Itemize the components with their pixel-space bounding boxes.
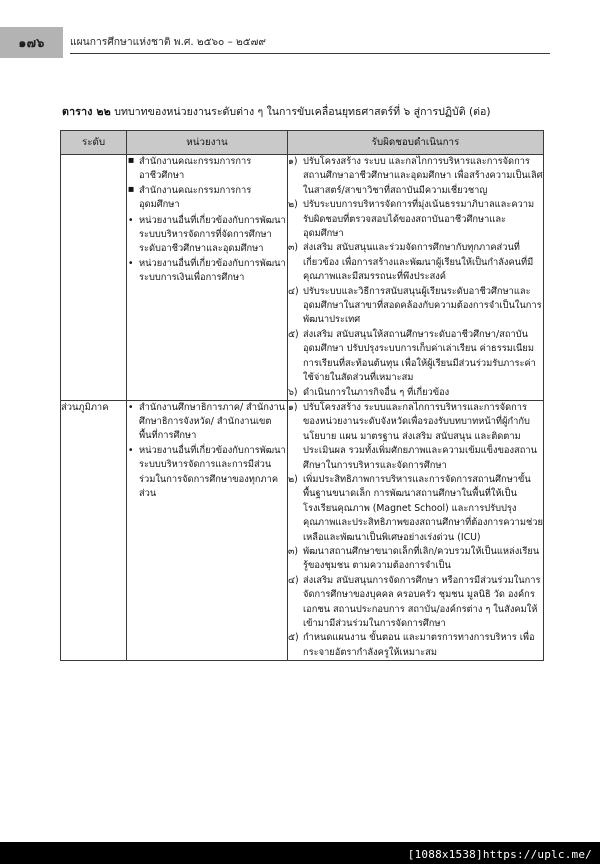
table-caption-label: ตาราง ๒๒ bbox=[62, 106, 111, 118]
agency-list bbox=[127, 155, 287, 285]
item-number: ๔) bbox=[288, 574, 299, 586]
table-caption-text: บทบาทของหน่วยงานระดับต่าง ๆ ในการขับเคลื่อนยุทธศาสตร์ที่ ๖ สู่การปฏิบัติ (ต่อ) bbox=[114, 106, 491, 118]
list-item bbox=[127, 401, 287, 443]
duty-text: พัฒนาสถานศึกษาขนาดเล็กที่เลิก/ควบรวมให้เป็นแหล่งเรียนรู้ของชุมชน ตามความต้องการจำเป็น bbox=[303, 545, 540, 572]
item-number: ๒) bbox=[288, 199, 298, 211]
table-caption bbox=[62, 103, 557, 120]
agency-name: หน่วยงานอื่นที่เกี่ยวข้องกับการพัฒนาระบบการเงินเพื่อการศึกษา bbox=[139, 257, 286, 283]
duty-text: ดำเนินการในภารกิจอื่น ๆ ที่เกี่ยวข้อง bbox=[303, 386, 450, 398]
agency-name: สำนักงานศึกษาธิการภาค/ สำนักงานศึกษาธิการจังหวัด/ สำนักงานเขตพื้นที่การศึกษา bbox=[139, 401, 286, 442]
cell-duty bbox=[288, 400, 544, 660]
item-number: ๓) bbox=[288, 242, 298, 254]
item-number: ๒) bbox=[288, 473, 298, 485]
duty-text: ส่งเสริม สนับสนุนการจัดการศึกษา หรือการมีส่วนร่วมในการจัดการศึกษาของบุคคล ครอบครัว ชุมชน มูลนิธิ วัด องค์กรเอกชน สถานประกอบการ สถาบัน/องค์กรต่าง ๆ ในสังคมให้เข้ามามีส่วนร่วมในการจัดการศึกษา bbox=[303, 574, 541, 629]
list-item bbox=[288, 473, 543, 545]
table-header-row bbox=[61, 131, 544, 155]
folio-badge bbox=[0, 27, 63, 58]
item-number: ๑) bbox=[288, 401, 298, 413]
round-bullet-icon: • bbox=[128, 214, 134, 226]
cell-agency bbox=[127, 400, 288, 660]
duty-text: กำหนดแผนงาน ขั้นตอน และมาตรการทางการบริหาร เพื่อกระจายอัตรากำลังครูให้เหมาะสม bbox=[303, 632, 535, 658]
duty-text: ส่งเสริม สนับสนุนและร่วมจัดการศึกษากับทุกภาคส่วนที่เกี่ยวข้อง เพื่อการสร้างและพัฒนาผู้เรียนให้เป็นกำลังคนที่มีคุณภาพและมีสมรรถนะที่พึงประสงค์ bbox=[303, 242, 534, 283]
round-bullet-icon: • bbox=[128, 445, 134, 457]
cell-duty bbox=[288, 155, 544, 401]
square-bullet-icon: ■ bbox=[128, 156, 135, 164]
square-bullet-icon: ■ bbox=[128, 185, 135, 194]
list-item bbox=[288, 155, 543, 198]
list-item bbox=[127, 184, 287, 212]
cell-level bbox=[61, 155, 127, 401]
column-header-level: ระดับ bbox=[61, 131, 127, 155]
agency-name: หน่วยงานอื่นที่เกี่ยวข้องกับการพัฒนาระบบบริหารจัดการที่จัดการศึกษาระดับอาชีวศึกษาและอุดมศึกษา bbox=[139, 214, 286, 254]
list-item bbox=[127, 214, 287, 256]
item-number: ๕) bbox=[288, 328, 299, 340]
agency-list bbox=[127, 401, 287, 501]
header-divider bbox=[70, 53, 550, 54]
item-number: ๓) bbox=[288, 545, 298, 557]
watermark-bar bbox=[0, 842, 600, 864]
duty-text: ปรับระบบและวิธีการสนับสนุนผู้เรียนระดับอาชีวศึกษาและอุดมศึกษาในสาขาที่สอดคล้องกับความต้องการจำเป็นในการพัฒนาประเทศ bbox=[303, 285, 542, 326]
agency-name: หน่วยงานอื่นที่เกี่ยวข้องกับการพัฒนาระบบบริหารจัดการและการมีส่วนร่วมในการจัดการศึกษาของทุกภาคส่วน bbox=[139, 445, 286, 499]
list-item bbox=[288, 198, 543, 241]
table-row bbox=[61, 400, 544, 660]
item-number: ๔) bbox=[288, 285, 299, 297]
roles-responsibilities-table bbox=[60, 130, 544, 661]
column-header-agency: หน่วยงาน bbox=[127, 131, 288, 155]
list-item bbox=[288, 545, 543, 574]
list-item bbox=[127, 257, 287, 285]
duty-text: ปรับโครงสร้าง ระบบ และกลไกการบริหารและการจัดการสถานศึกษาอาชีวศึกษาและอุดมศึกษา เพื่อสร้างความเป็นเลิศในสาสตร์/สาขาวิชาที่สถาบันมีความเชี่ยวชาญ bbox=[303, 156, 543, 196]
list-item bbox=[288, 285, 543, 328]
list-item bbox=[127, 444, 287, 501]
column-header-duty: รับผิดชอบดำเนินการ bbox=[288, 131, 544, 155]
list-item bbox=[288, 401, 543, 473]
round-bullet-icon: • bbox=[128, 257, 134, 269]
cell-agency bbox=[127, 155, 288, 401]
table-row bbox=[61, 155, 544, 401]
item-number: ๖) bbox=[288, 386, 298, 398]
table-body bbox=[61, 155, 544, 661]
cell-level: ส่วนภูมิภาค bbox=[61, 400, 127, 660]
duty-list bbox=[288, 401, 543, 660]
duty-text: เพิ่มประสิทธิภาพการบริหารและการจัดการสถานศึกษาขั้นพื้นฐานขนาดเล็ก การพัฒนาสถานศึกษาในพื้นที่ให้เป็นโรงเรียนคุณภาพ (Magnet School) และการปรับปรุงคุณภาพและประสิทธิภาพของสถานศึกษาที่ต้องการความช่วยเหลือและพัฒนาเป็นพิเศษอย่างเร่งด่วน (ICU) bbox=[303, 473, 543, 543]
list-item bbox=[288, 386, 543, 400]
watermark-text: [1088x1538]https://uplc.me/ bbox=[407, 848, 592, 861]
item-number: ๕) bbox=[288, 632, 299, 644]
duty-text: ปรับระบบการบริหารจัดการที่มุ่งเน้นธรรมาภิบาลและความรับผิดชอบที่ตรวจสอบได้ของสถาบันอาชีวศึกษาและอุดมศึกษา bbox=[303, 199, 535, 240]
round-bullet-icon: • bbox=[128, 401, 134, 413]
item-number: ๑) bbox=[288, 156, 298, 167]
page-header bbox=[0, 27, 600, 59]
list-item bbox=[288, 328, 543, 386]
duty-text: ปรับโครงสร้าง ระบบและกลไกการบริหารและการจัดการของหน่วยงานระดับจังหวัดเพื่อรองรับบทบาทหน้าที่ผู้กำกับนโยบาย แผน มาตรฐาน ส่งเสริม สนับสนุน และติดตามประเมินผล รวมทั้งเพิ่มศักยภาพและความเข้มแข็งของสถานศึกษาในการบริหารและจัดการศึกษา bbox=[303, 401, 537, 471]
duty-text: ส่งเสริม สนับสนุนให้สถานศึกษาระดับอาชีวศึกษา/สถาบันอุดมศึกษา ปรับปรุงระบบการเก็บค่าเล่าเรียน ค่าธรรมเนียมการเรียนที่สะท้อนต้นทุน เพื่อให้ผู้เรียนมีส่วนร่วมรับภาระค่าใช้จ่ายในสัดส่วนที่เหมาะสม bbox=[303, 328, 536, 384]
running-title: แผนการศึกษาแห่งชาติ พ.ศ. ๒๕๖๐ – ๒๕๗๙ bbox=[70, 36, 266, 48]
list-item bbox=[288, 241, 543, 284]
list-item bbox=[288, 631, 543, 660]
page-number: ๑๗๖ bbox=[18, 35, 45, 50]
list-item bbox=[288, 574, 543, 632]
list-item bbox=[127, 155, 287, 183]
agency-name: สำนักงานคณะกรรมการการอาชีวศึกษา bbox=[139, 156, 252, 182]
duty-list bbox=[288, 155, 543, 400]
agency-name: สำนักงานคณะกรรมการการอุดมศึกษา bbox=[139, 185, 252, 211]
